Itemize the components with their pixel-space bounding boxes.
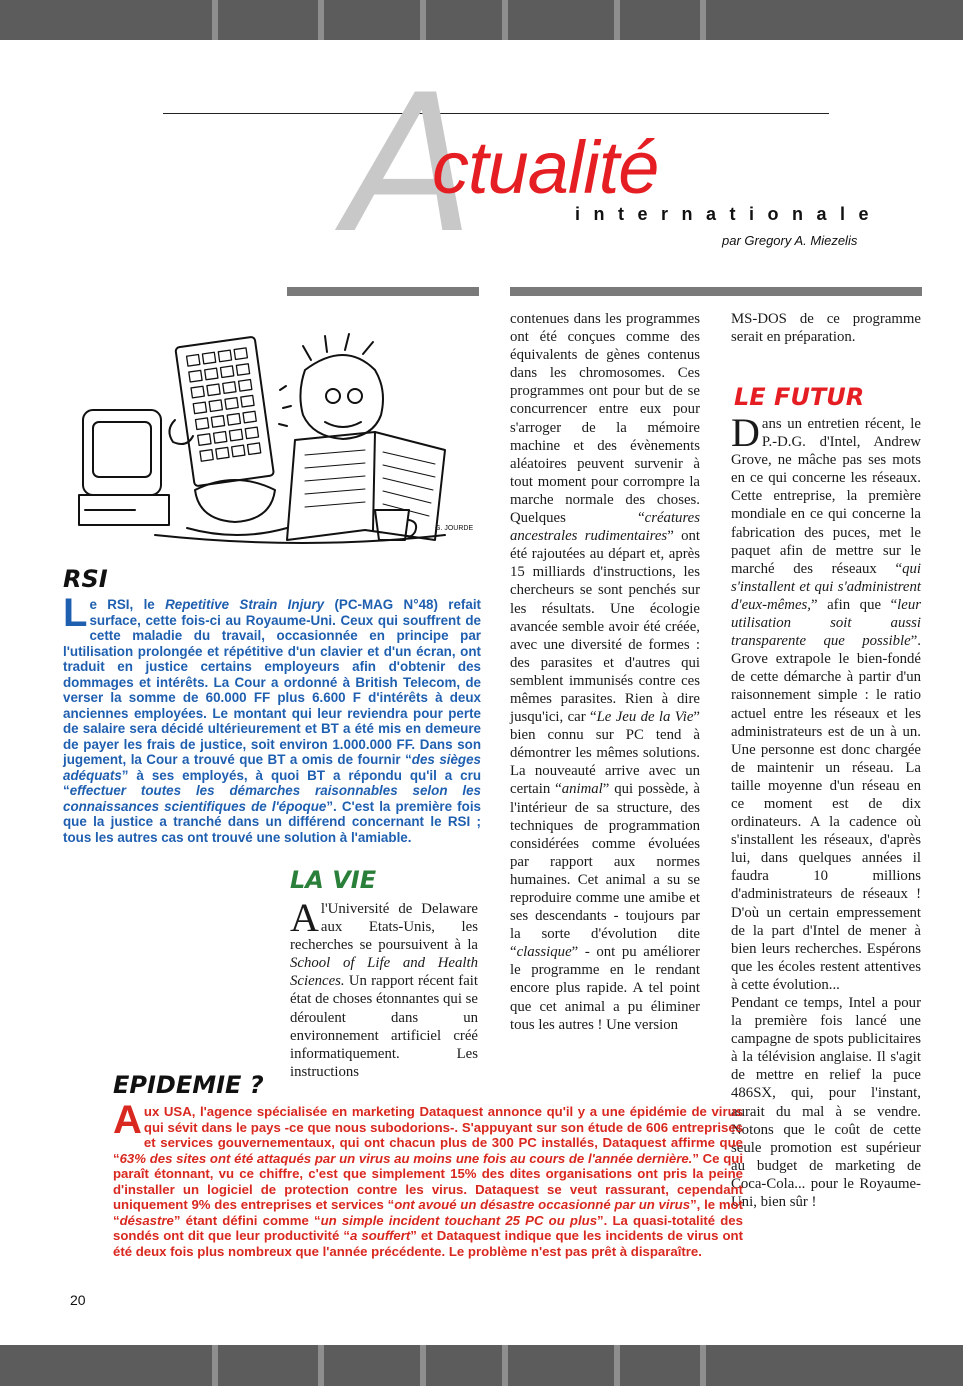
bottom-scan-border [0,1345,963,1386]
rsi-dropcap: L [63,591,88,635]
page-number: 20 [70,1292,86,1308]
section-heading-le-futur: LE FUTUR [734,383,865,411]
section-heading-epidemie: EPIDEMIE ? [113,1071,264,1099]
section-divider-right [510,287,922,296]
byline: par Gregory A. Miezelis [722,233,858,248]
le-futur-dropcap: D [731,410,760,455]
epidemie-paragraph: Aux USA, l'agence spécialisée en marketing Dataquest annonce qu'il y a une épidémie de virus qui sévit dans le pays -ce que nous subodorions-. S'appuyant sur son étude de 606 entreprises et services gouvernementaux, qui ont chacun plus de 300 PC installés, Dataquest affirme que “63% des sites ont été attaqués par un virus au moins une fois au cours de l'année dernière.” Ce qui paraît étonnant, vu ce chiffre, c'est que simplement 15% des dites organisations ont pris la peine d'installer un logiciel de protection contre les virus. Dataquest se veut rassurant, cependant uniquement 9% des entreprises et services “ont avoué un désastre occasionné par un virus”, le mot “désastre” étant défini comme “un simple incident touchant 25 PC ou plus”. La quasi-totalité des sondés ont dit que leur productivité “a souffert” et Dataquest indique que les incidents de virus ont été deux fois plus nombreux que l'année précédente. Le problème n'est pas prêt à disparaître. [113,1098,743,1259]
le-futur-paragraph-2: Pendant ce temps, Intel a pour la première fois lancé une campagne de spots publicitaires à la télévision anglaise. Il s'agit de mettre en relief la puce 486SX, qui, pour l'instant, aurait du mal à se vendre. Notons que le coût de cette seule promotion est supérieur au budget de marketing de Coca-Cola... pour le Royaume-Uni, bien sûr ! [731,995,921,1211]
illustration-signature: G. JOURDE [435,525,474,532]
page-title: ctualité [432,126,659,209]
title-big-letter: A [345,54,475,275]
section-heading-la-vie: LA VIE [290,866,377,894]
la-vie-dropcap: A [290,895,319,940]
top-scan-border [0,0,963,40]
la-vie-paragraph: A l'Université de Delaware aux Etats-Unis, les recherches se poursuivent à la School of Life and Health Sciences. Un rapport récent fait état de choses étonnantes qui se déroulent dans un environnement artificiel créé informatiquement. Les instructions [290,895,478,1080]
section-divider-left [287,287,479,296]
page-subtitle: internationale [575,204,883,224]
rsi-paragraph: Le RSI, le Repetitive Strain Injury (PC-MAG N°48) refait surface, cette fois-ci au Royaume-Uni. Ceux qui souffrent de cette maladie du travail, occasionnée en principe par l'utilisation prolongée et répétitive d'un clavier et d'un écran, ont traduit en justice certains employeurs afin d'obtenir des dommages et intérêts. La Cour a ordonné à British Telecom, de verser la somme de 60.000 FF plus 6.600 F d'intérêts à deux anciennes employées. Le montant qui leur reviendra pour perte de salaire sera décidé ultérieurement et BT a été mis en demeure de payer les frais de justice, soit environ 1.000.000 FF. Dans son jugement, la Cour a trouvé que BT a omis de fournir “des sièges adéquats” à ses employés, à quoi BT a répondu qu'il a cru “effectuer toutes les démarches raisonnables selon les connaissances scientifiques de l'époque”. C'est la première fois que la justice a tranché dans un différend concernant le RSI ; tous les autres cas ont trouvé une solution à l'amiable. [63,591,482,845]
column-3-top-text: MS-DOS de ce programme serait en préparation. [731,311,921,346]
section-heading-rsi: RSI [63,565,108,593]
cartoon-illustration [75,330,490,552]
column-2-text: contenues dans les programmes ont été conçues comme des équivalents de gènes contenus dans les chromosomes. Ces programmes ont pour but de se concurrencer entre eux pour s'arroger de la mémoire machine et des évènements aléatoires peuvent survenir à tout moment pour corrompre la marche normale des choses. Quelques “créatures ancestrales rudimentaires” ont été rajoutées au départ et, après 15 milliards d'instructions, les chercheurs se sont penchés sur les résultats. Une écologie avancée semble avoir été créée, avec une diversité de formes : des parasites et d'autres qui semblent immunisés contre ces mêmes parasites. Rien à dire jusqu'ici, car “Le Jeu de la Vie” bien connu sur PC tend à démontrer les mêmes solutions. La nouveauté arrive avec un certain “animal” qui possède, à l'intérieur de sa structure, des techniques de programmation considérées comme évoluées par rapport aux normes humaines. Cet animal a su se reproduire comme une amibe et ses descendants - toujours par la sorte d'évolution dite “classique” - ont pu améliorer le programme en le rendant encore plus rapide. A tel point que cet animal a pu éliminer tous les autres ! Une version [510,311,700,1033]
le-futur-paragraph: Dans un entretien récent, le P.-D.G. d'Intel, Andrew Grove, ne mâche pas ses mots en ce qui concerne les réseaux. Cette entreprise, la première mondiale en ce qui concerne la fabrication des puces, met le paquet afin de mettre sur le marché des réseaux “qui s'installent et qui s'administrent d'eux-mêmes,” afin que “leur utilisation soit aussi transparente que possible”. Grove extrapole le bien-fondé de cette démarche à partir d'un raisonnement simple : le ratio actuel entre les réseaux et les administrateurs est de un à un. Une personne est donc chargée de maintenir un réseau. La taille moyenne d'un réseau en ce moment est de dix ordinateurs. A la cadence où s'installent les réseaux, d'après lui, dans quelques années il faudra 10 millions d'administrateurs de réseaux ! D'où un certain empressement de la part d'Intel de mener à bien leurs recherches. Espérons que les écoles restent attentives à cette évolution... Pendant ce temps, Intel a pour la première fois lancé une campagne de spots publicitaires à la télévision anglaise. Il s'agit de mettre en relief la puce 486SX, qui, pour l'instant, aurait du mal à se vendre. Notons que le coût de cette seule promotion est supérieur au budget de marketing de Coca-Cola... pour le Royaume-Uni, bien sûr ! [731,410,921,1211]
title-rule [163,113,829,114]
epidemie-dropcap: A [113,1098,142,1142]
